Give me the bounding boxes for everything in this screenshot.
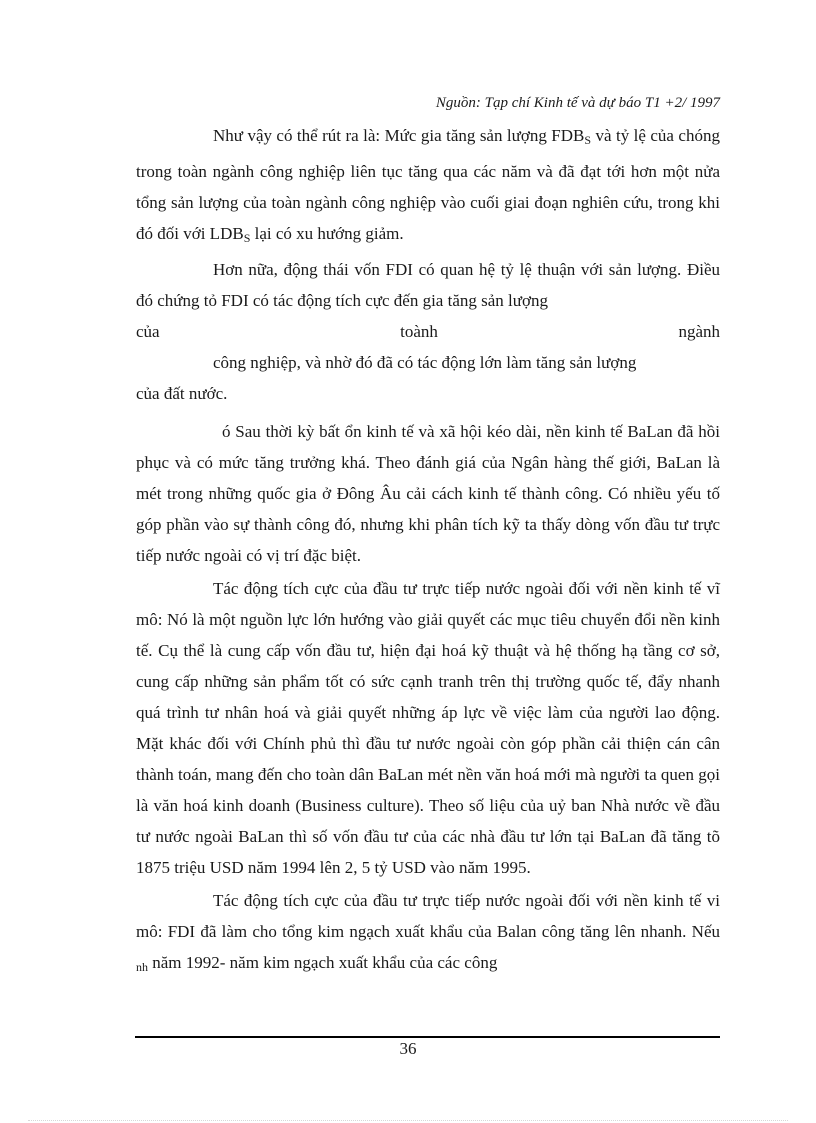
p2-word-3: ngành [678, 322, 720, 341]
paragraph-1 [136, 120, 720, 254]
source-citation: Nguồn: Tạp chí Kinh tế và dự báo T1 +2/ 1997 [435, 95, 720, 111]
p1-text-c: lại có xu hướng giảm. [250, 224, 404, 243]
p5-text-b: năm 1992- năm kim ngạch xuất khẩu của các công [148, 953, 498, 972]
p2-word-2: toành [400, 322, 438, 341]
paragraph-5 [136, 885, 720, 983]
paragraph-2-spread-line [136, 316, 720, 347]
p1-text-b: và tỷ lệ của chóng trong toàn ngành công nghiệp liên tục tăng qua các năm và đã đạt tới hơn một nửa tổng sản lượng của toàn ngành công nghiệp vào cuối giai đoạn nghiên cứu, trong khi đó đối với LDB [136, 126, 720, 243]
paragraph-4: Tác động tích cực của đầu tư trực tiếp nước ngoài đối với nền kinh tế vĩ mô: Nó là một nguồn lực lớn hướng vào giải quyết các mục tiêu chuyển đổi nền kinh tế. Cụ thể là cung cấp vốn đầu tư, hiện đại hoá kỹ thuật và hệ thống hạ tầng cơ sở, cung cấp những sản phẩm tốt có sức cạnh tranh trên thị trường quốc tế, đẩy nhanh quá trình tư nhân hoá và giải quyết những áp lực về việc làm của người lao động. Mặt khác đối với Chính phủ thì đầu tư nước ngoài còn góp phần cải thiện cán cân thành toán, mang đến cho toàn dân BaLan mét nền văn hoá mới mà người ta quen gọi là văn hoá kinh doanh (Business culture). Theo số liệu của uỷ ban Nhà nước về đầu tư nước ngoài BaLan thì số vốn đầu tư của các nhà đầu tư lớn tại BaLan đã tăng tõ 1875 triệu USD năm 1994 lên 2, 5 tỷ USD vào năm 1995. [136, 579, 720, 877]
body-text [136, 120, 720, 983]
footer-divider [135, 1036, 720, 1038]
paragraph-2-end: của đất nước. [136, 384, 228, 403]
paragraph-2-continuation: công nghiệp, và nhờ đó đã có tác động lớn làm tăng sản lượng [213, 353, 637, 372]
paragraph-2: Hơn nữa, động thái vốn FDI có quan hệ tỷ lệ thuận với sản lượng. Điều đó chứng tỏ FDI có tác động tích cực đến gia tăng sản lượng [136, 260, 720, 310]
page-bottom-border [28, 1120, 788, 1121]
p1-subscript-1: S [584, 133, 592, 147]
p2-word-1: của [136, 322, 160, 341]
p1-subscript-2: S [243, 231, 251, 245]
p5-text-a: Tác động tích cực của đầu tư trực tiếp nước ngoài đối với nền kinh tế vi mô: FDI đã làm cho tổng kim ngạch xuất khẩu của Balan công tăng lên nhanh. Nếu [136, 891, 720, 941]
p5-subscript: nh [136, 960, 148, 974]
paragraph-3: ó Sau thời kỳ bất ổn kinh tế và xã hội kéo dài, nền kinh tế BaLan đã hồi phục và có mức tăng trưởng khá. Theo đánh giá của Ngân hàng thế giới, BaLan là mét trong những quốc gia ở Đông Âu cải cách kinh tế thành công. Có nhiều yếu tố góp phần vào sự thành công đó, nhưng khi phân tích kỹ ta thấy dòng vốn đầu tư trực tiếp nước ngoài có vị trí đặc biệt. [136, 422, 720, 565]
page-number: 36 [399, 1039, 417, 1058]
p1-text-a: Như vậy có thể rút ra là: Mức gia tăng sản lượng FDB [213, 126, 585, 145]
